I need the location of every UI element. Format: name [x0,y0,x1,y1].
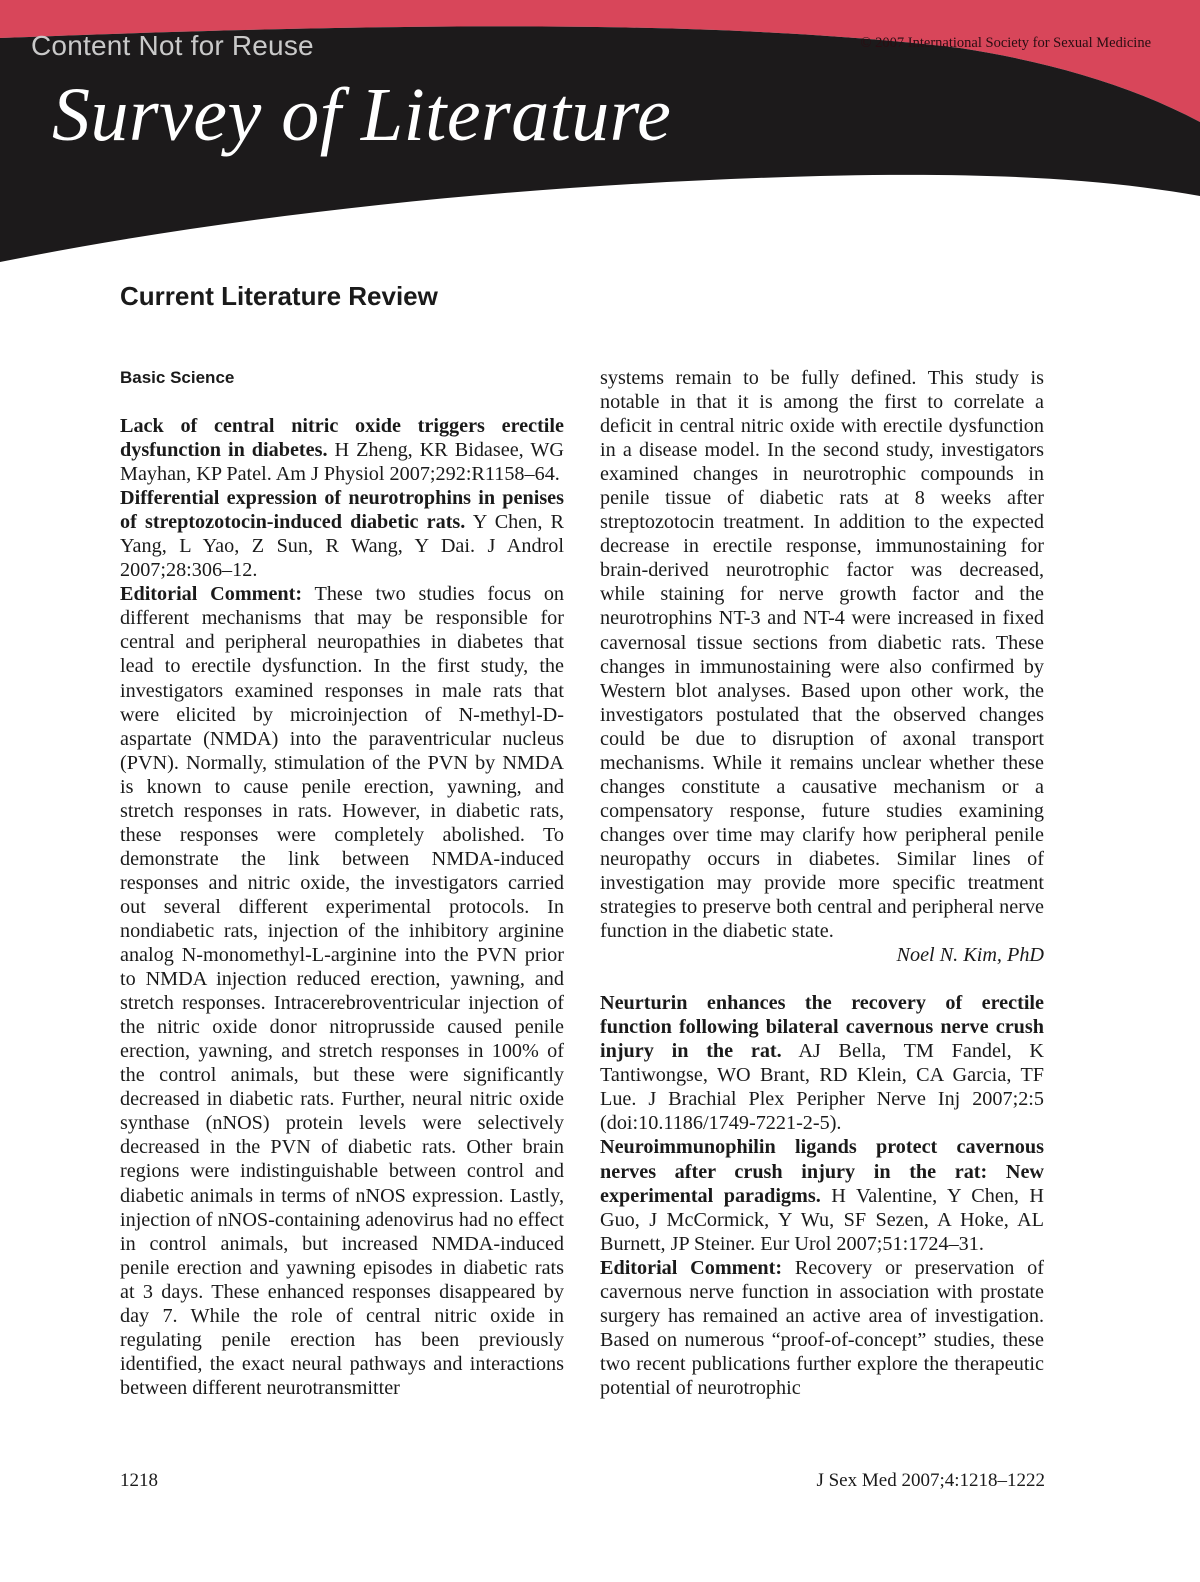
editorial-comment-text: Recovery or preservation of cavernous nerve function in association with prostate surgery has remained an active area of investigation. Based on numerous “proof-of-concept” studies, these two recent publications further explore the therapeutic potential of neurotrophic [600,1256,1044,1399]
reference-entry [600,1135,1044,1255]
reference-entry [600,991,1044,1135]
journal-citation: J Sex Med 2007;4:1218–1222 [816,1470,1045,1491]
author-signature: Noel N. Kim, PhD [896,944,1044,967]
reference-title: Differential expression of neurotrophins in penises of streptozotocin-induced diabetic rats. [120,487,564,534]
subsection-heading: Basic Science [120,368,235,387]
editorial-comment-text: These two studies focus on different mechanisms that may be responsible for central and peripheral neuropathies in diabetes that lead to erectile dysfunction. In the first study, the investigators examined responses in male rats that were elicited by microinjection of N-methyl-D-aspartate (NMDA) into the paraventricular nucleus (PVN). Normally, stimulation of the PVN by NMDA is known to cause penile erection, yawning, and stretch responses in rats. However, in diabetic rats, these responses were completely abolished. To demonstrate the link between NMDA-induced responses and nitric oxide, the investigators carried out several different experimental protocols. In nondiabetic rats, injection of the inhibitory arginine analog N-monomethyl-L-arginine into the PVN prior to NMDA injection reduced erection, yawning, and stretch responses. Intracerebroventricular injection of the nitric oxide donor nitroprusside caused penile erection, yawning, and stretch responses in 100% of the control animals, but these were significantly decreased in diabetic rats. Further, neural nitric oxide synthase (nNOS) protein levels were selectively decreased in the PVN of diabetic rats. Other brain regions were indistinguishable between control and diabetic animals in terms of nNOS expression. Lastly, injection of nNOS-containing adenovirus had no effect in control animals, but increased NMDA-induced penile erection and yawning episodes in diabetic rats at 3 days. These enhanced responses disappeared by day 7. While the role of central nitric oxide in regulating penile erection has been previously identified, the exact neural pathways and interactions between different neurotransmitter [120,583,565,1399]
reference-citation: Y Chen, R Yang, L Yao, Z Sun, R Wang, Y Dai. J Androl 2007;28:306–12. [120,511,564,582]
editorial-comment [120,582,564,1400]
reference-title: Neurturin enhances the recovery of erectile function following bilateral cavernous nerve crush injury in the rat. [600,992,1044,1063]
comment-continuation: systems remain to be fully defined. This study is notable in that it is among the first to correlate a deficit in central nitric oxide with erectile dysfunction in a disease model. In the second study, investigators examined changes in neurotrophic compounds in penile tissue of diabetic rats at 8 weeks after streptozotocin treatment. In addition to the expected decrease in erectile response, immunostaining for brain-derived neurotrophic factor was decreased, while staining for nerve growth factor and the neurotrophins NT-3 and NT-4 were increased in fixed cavernosal tissue sections from diabetic rats. These changes in immunostaining were also confirmed by Western blot analyses. Based upon other work, the investigators postulated that the observed changes could be due to disruption of axonal transport mechanisms. While it remains unclear whether these changes constitute a causative mechanism or a compensatory response, future studies examining changes over time may clarify how peripheral penile neuropathy occurs in diabetes. Similar lines of investigation may provide more specific treatment strategies to preserve both central and peripheral nerve function in the diabetic state. [600,367,1044,943]
banner-title: Survey of Literature [52,73,672,157]
reference-title: Neuroimmunophilin ligands protect cavernous nerves after crush injury in the rat: New experimental paradigms. [600,1136,1044,1207]
editorial-comment-label: Editorial Comment: [600,1256,783,1279]
reference-title: Lack of central nitric oxide triggers erectile dysfunction in diabetes. [120,415,564,462]
right-column [600,366,1044,1400]
copyright-notice: © 2007 International Society for Sexual Medicine [860,35,1151,51]
reference-citation: AJ Bella, TM Fandel, K Tantiwongse, WO Brant, RD Klein, CA Garcia, TF Lue. J Brachial Plex Peripher Nerve Inj 2007;2:5 (doi:10.1186/1749-7221-2-5). [600,1040,1044,1135]
reference-entry [120,486,564,582]
section-heading: Current Literature Review [120,281,438,311]
editorial-comment [600,1256,1044,1400]
page-number: 1218 [120,1470,158,1491]
editorial-comment-label: Editorial Comment: [120,583,303,606]
reference-citation: H Valentine, Y Chen, H Guo, J McCormick, Y Wu, SF Sezen, A Hoke, AL Burnett, JP Steiner. Eur Urol 2007;51:1724–31. [600,1184,1045,1255]
left-column [120,366,564,1400]
watermark: Content Not for Reuse [31,30,314,61]
reference-entry [120,414,564,486]
reference-citation: H Zheng, KR Bidasee, WG Mayhan, KP Patel. Am J Physiol 2007;292:R1158–64. [120,439,564,486]
